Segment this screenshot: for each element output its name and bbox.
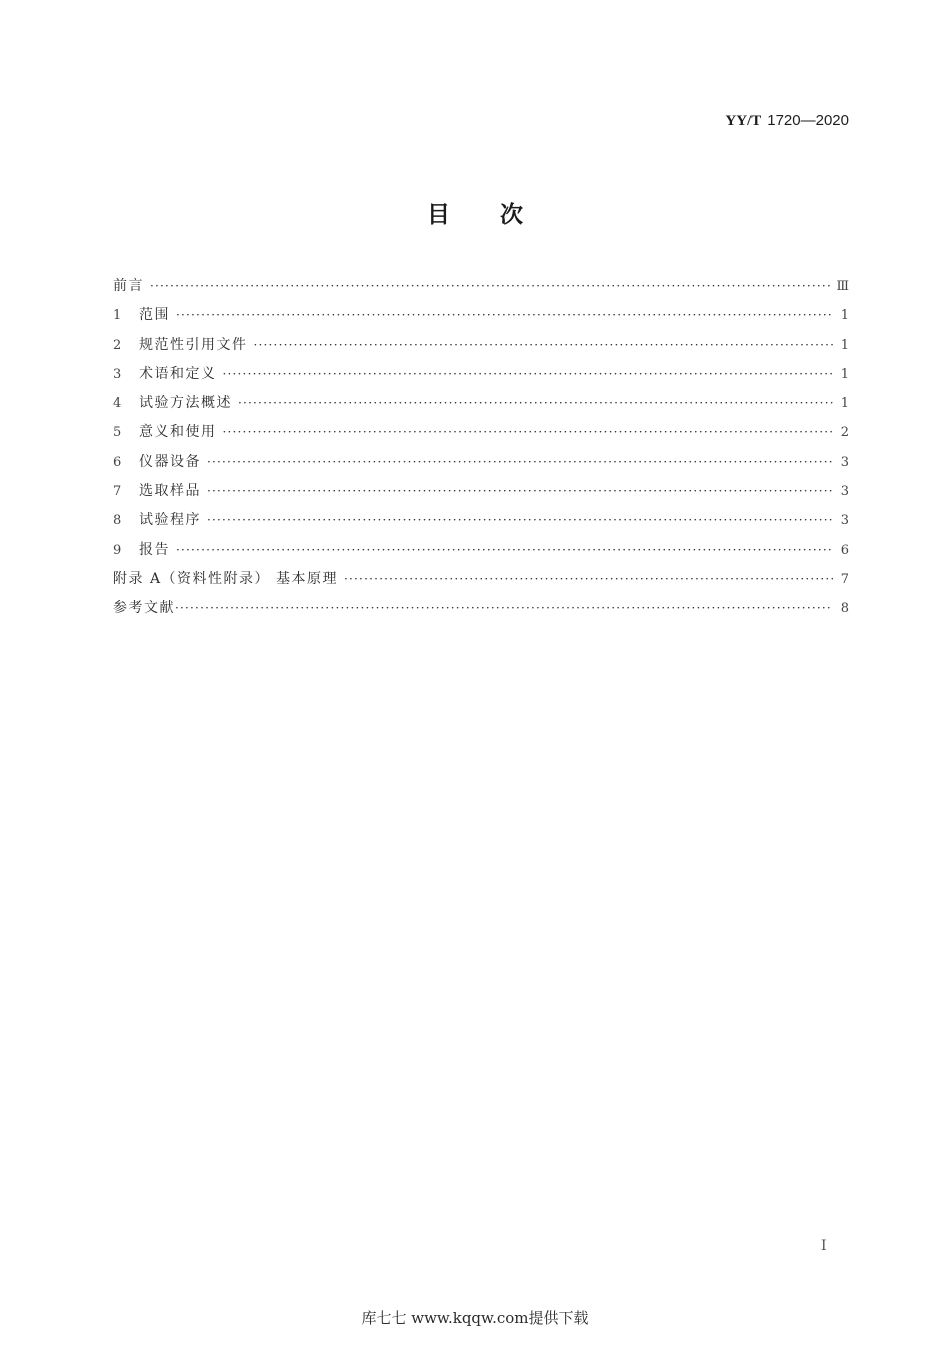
- table-of-contents: [113, 272, 849, 624]
- toc-entry-page: Ⅲ: [836, 279, 849, 294]
- toc-entry-page: 1: [840, 337, 849, 353]
- toc-entry-significance-use[interactable]: [113, 418, 849, 447]
- toc-entry-number: 4: [113, 396, 122, 412]
- toc-entry-annex-a[interactable]: [113, 565, 849, 594]
- toc-entry-sampling[interactable]: [113, 477, 849, 506]
- toc-leader-dots: [207, 448, 833, 477]
- standard-code-number: 1720—2020: [767, 112, 849, 129]
- toc-entry-page: 2: [840, 425, 849, 441]
- toc-leader-dots: [176, 301, 833, 330]
- toc-entry-number: 9: [113, 542, 122, 558]
- toc-entry-number: 1: [113, 308, 122, 324]
- toc-leader-dots: [238, 389, 833, 418]
- toc-entry-bibliography[interactable]: [113, 594, 849, 623]
- toc-entry-number: 5: [113, 425, 122, 441]
- toc-entry-test-method-summary[interactable]: [113, 389, 849, 418]
- page-number: Ⅰ: [821, 1238, 827, 1254]
- toc-entry-report[interactable]: [113, 536, 849, 565]
- toc-entry-label: 试验方法概述: [139, 395, 232, 412]
- toc-entry-label: 前言: [113, 278, 144, 294]
- toc-leader-dots: [207, 477, 833, 506]
- toc-entry-page: 6: [840, 542, 849, 558]
- toc-entry-label: 试验程序: [139, 512, 201, 529]
- toc-leader-dots: [254, 331, 834, 360]
- standard-code-prefix: YY/T: [725, 113, 762, 129]
- toc-entry-number: 2: [113, 337, 122, 353]
- footer-watermark: 库七七 www.kqqw.com提供下载: [361, 1309, 589, 1327]
- toc-entry-number: 8: [113, 513, 122, 529]
- toc-entry-label: 术语和定义: [139, 365, 217, 382]
- toc-entry-page: 3: [840, 513, 849, 529]
- toc-entry-number: 6: [113, 454, 122, 470]
- toc-entry-label: 选取样品: [139, 483, 201, 500]
- toc-leader-dots: [223, 418, 834, 447]
- toc-entry-number: 7: [113, 484, 122, 500]
- toc-entry-label: 附录 A（资料性附录） 基本原理: [113, 570, 339, 587]
- toc-leader-dots: [344, 565, 833, 594]
- toc-entry-label: 报告: [139, 541, 170, 558]
- toc-leader-dots: [176, 536, 833, 565]
- toc-entry-number: 3: [113, 366, 122, 382]
- toc-entry-test-procedure[interactable]: [113, 506, 849, 535]
- toc-entry-label: 参考文献: [113, 600, 175, 617]
- toc-title: 目次: [427, 202, 573, 228]
- toc-entry-foreword[interactable]: [113, 272, 849, 301]
- toc-entry-scope[interactable]: [113, 301, 849, 330]
- toc-entry-page: 8: [840, 601, 849, 617]
- toc-entry-label: 规范性引用文件: [139, 336, 248, 353]
- toc-entry-page: 1: [840, 308, 849, 324]
- toc-entry-label: 意义和使用: [139, 424, 217, 441]
- toc-leader-dots: [207, 506, 833, 535]
- toc-entry-page: 3: [840, 454, 849, 470]
- toc-leader-dots: [175, 594, 833, 623]
- toc-leader-dots: [223, 360, 834, 389]
- standard-code: [725, 112, 849, 130]
- toc-entry-label: 仪器设备: [139, 453, 201, 470]
- toc-leader-dots: [150, 272, 832, 301]
- toc-entry-terms-definitions[interactable]: [113, 360, 849, 389]
- toc-entry-apparatus[interactable]: [113, 448, 849, 477]
- toc-entry-label: 范围: [139, 307, 170, 324]
- toc-entry-normative-references[interactable]: [113, 331, 849, 360]
- toc-entry-page: 1: [840, 396, 849, 412]
- toc-entry-page: 7: [840, 571, 849, 587]
- toc-entry-page: 1: [840, 366, 849, 382]
- toc-entry-page: 3: [840, 484, 849, 500]
